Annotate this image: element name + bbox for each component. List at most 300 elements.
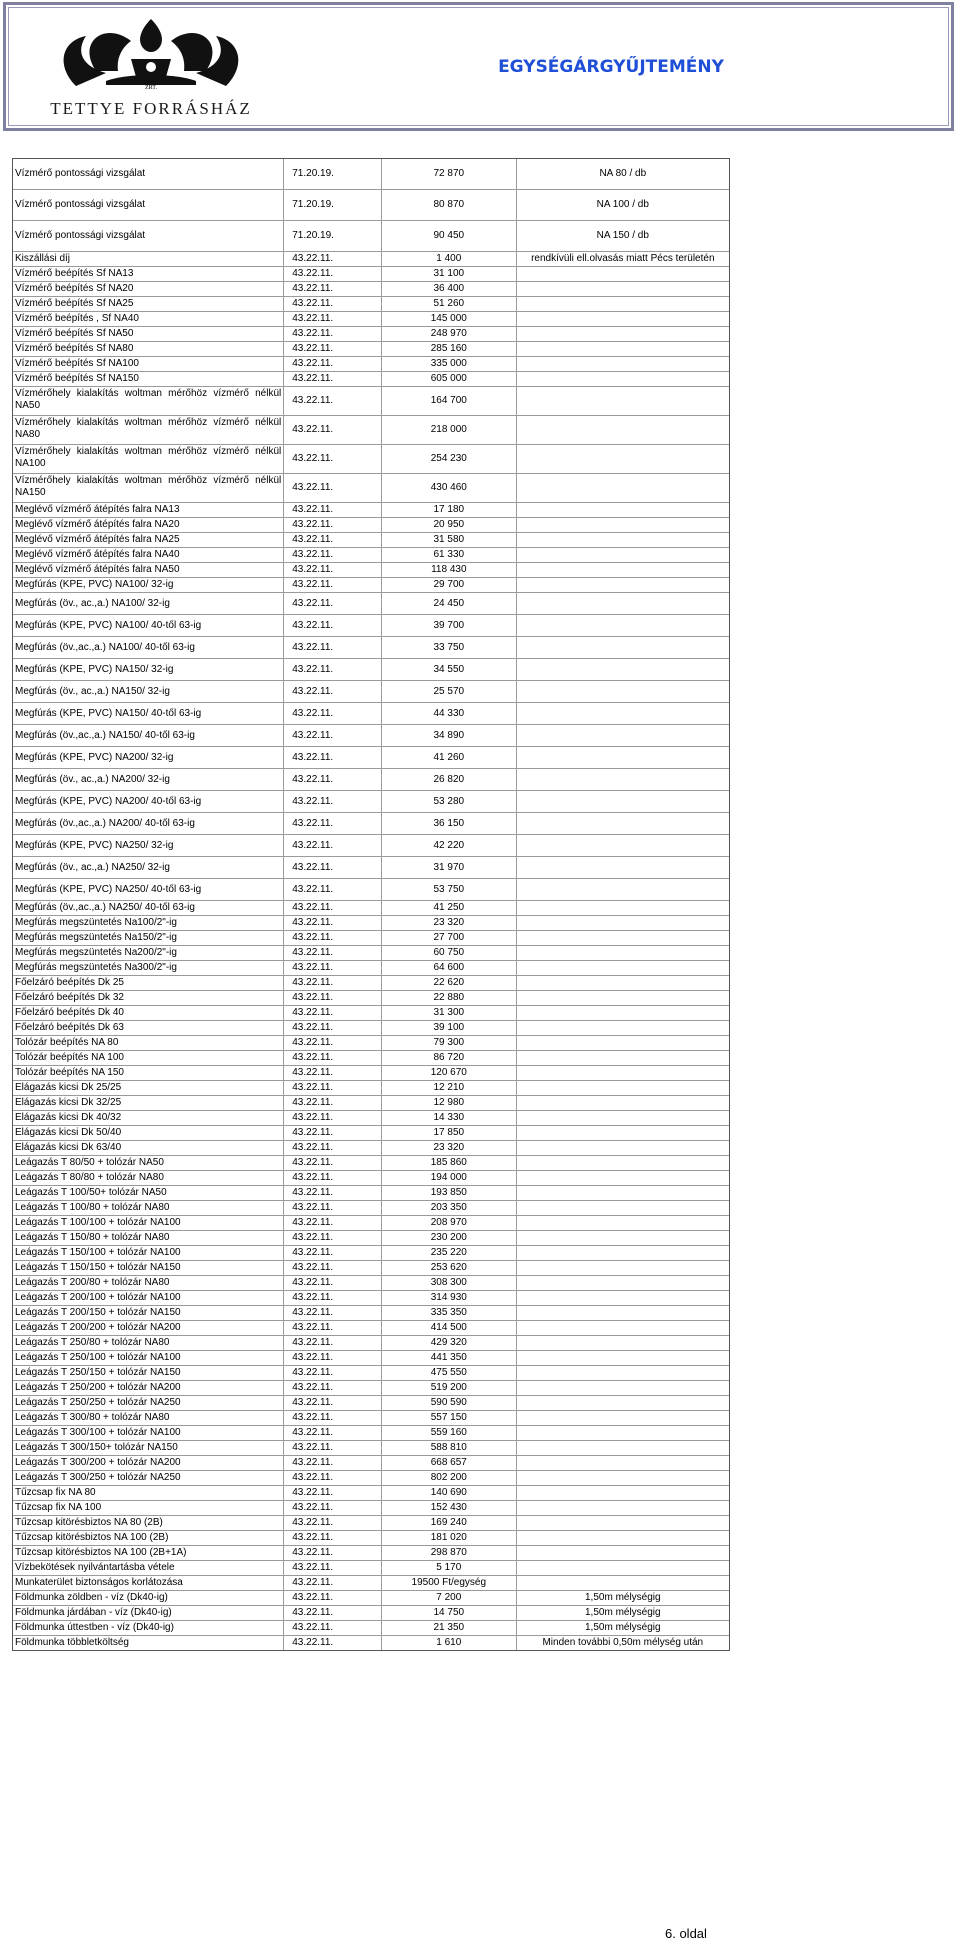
item-price-cell: 145 000 [382, 312, 517, 326]
item-code-cell: 43.22.11. [284, 931, 382, 945]
item-code-cell: 43.22.11. [284, 901, 382, 915]
item-price-cell: 208 970 [382, 1216, 517, 1230]
item-price-cell: 61 330 [382, 548, 517, 562]
item-unit-cell [517, 312, 729, 326]
item-unit-cell: 1,50m mélységig [585, 1622, 661, 1633]
item-price-cell: 12 980 [382, 1096, 517, 1110]
table-row [13, 1096, 729, 1111]
item-unit-cell [517, 533, 729, 547]
table-row [13, 961, 729, 976]
item-name-cell: Leágazás T 200/150 + tolózár NA150 [13, 1306, 284, 1320]
item-unit-cell [517, 681, 729, 702]
item-name-cell: Megfúrás (öv.,ac.,a.) NA200/ 40-től 63-ig [13, 813, 284, 834]
item-price-cell: 414 500 [382, 1321, 517, 1335]
table-row [13, 813, 729, 835]
item-name-cell: Vízmérőhely kialakítás woltman mérőhöz vízmérő nélkül NA50 [13, 387, 284, 415]
item-code-cell: 43.22.11. [284, 1531, 382, 1545]
item-unit-cell [517, 282, 729, 296]
item-price-cell: 253 620 [382, 1261, 517, 1275]
table-row [13, 1336, 729, 1351]
item-unit-cell: NA 150 / db [596, 230, 649, 241]
table-row [13, 548, 729, 563]
item-code-cell: 43.22.11. [284, 747, 382, 768]
item-name-cell: Vízmérő beépítés Sf NA100 [13, 357, 284, 371]
table-row [13, 747, 729, 769]
item-unit-cell: Minden további 0,50m mélység után [542, 1637, 704, 1648]
item-price-cell: 51 260 [382, 297, 517, 311]
item-price-cell: 25 570 [382, 681, 517, 702]
item-name-cell: Megfúrás (öv., ac.,a.) NA250/ 32-ig [13, 857, 284, 878]
item-name-cell: Vízmérőhely kialakítás woltman mérőhöz vízmérő nélkül NA80 [13, 416, 284, 444]
item-price-cell: 14 750 [382, 1606, 517, 1620]
item-unit-cell [517, 387, 729, 415]
table-row [13, 357, 729, 372]
item-name-cell: Megfúrás megszüntetés Na150/2"-ig [13, 931, 284, 945]
item-name-cell: Vízbekötések nyilvántartásba vétele [13, 1561, 284, 1575]
item-unit-cell [517, 1081, 729, 1095]
item-name-cell: Leágazás T 80/50 + tolózár NA50 [13, 1156, 284, 1170]
item-code-cell: 43.22.11. [284, 563, 382, 577]
table-row [13, 1366, 729, 1381]
item-name-cell: Vízmérőhely kialakítás woltman mérőhöz vízmérő nélkül NA100 [13, 445, 284, 473]
item-name-cell: Elágazás kicsi Dk 50/40 [13, 1126, 284, 1140]
item-code-cell: 43.22.11. [284, 1336, 382, 1350]
item-code-cell: 43.22.11. [284, 357, 382, 371]
item-code-cell: 71.20.19. [284, 190, 382, 220]
item-code-cell: 43.22.11. [284, 1201, 382, 1215]
logo-small-text: ZRT. [144, 85, 158, 91]
item-name-cell: Elágazás kicsi Dk 32/25 [13, 1096, 284, 1110]
item-code-cell: 43.22.11. [284, 1171, 382, 1185]
item-price-cell: 519 200 [382, 1381, 517, 1395]
item-price-cell: 24 450 [382, 593, 517, 614]
table-row [13, 1156, 729, 1171]
item-name-cell: Főelzáró beépítés Dk 32 [13, 991, 284, 1005]
item-unit-cell [517, 1561, 729, 1575]
item-name-cell: Leágazás T 200/200 + tolózár NA200 [13, 1321, 284, 1335]
item-price-cell: 218 000 [382, 416, 517, 444]
item-code-cell: 71.20.19. [284, 159, 382, 189]
item-code-cell: 43.22.11. [284, 297, 382, 311]
item-code-cell: 43.22.11. [284, 1156, 382, 1170]
item-name-cell: Leágazás T 100/80 + tolózár NA80 [13, 1201, 284, 1215]
item-name-cell: Földmunka többletköltség [13, 1636, 284, 1650]
table-row [13, 681, 729, 703]
item-name-cell: Leágazás T 150/150 + tolózár NA150 [13, 1261, 284, 1275]
item-name-cell: Főelzáró beépítés Dk 40 [13, 1006, 284, 1020]
item-code-cell: 43.22.11. [284, 769, 382, 790]
item-code-cell: 43.22.11. [284, 1246, 382, 1260]
item-name-cell: Leágazás T 300/150+ tolózár NA150 [13, 1441, 284, 1455]
item-name-cell: Leágazás T 250/200 + tolózár NA200 [13, 1381, 284, 1395]
item-code-cell: 43.22.11. [284, 445, 382, 473]
table-row [13, 533, 729, 548]
table-row [13, 1231, 729, 1246]
item-unit-cell [517, 1336, 729, 1350]
table-row [13, 593, 729, 615]
item-code-cell: 43.22.11. [284, 593, 382, 614]
table-row [13, 615, 729, 637]
table-row [13, 1396, 729, 1411]
item-code-cell: 43.22.11. [284, 518, 382, 532]
item-price-cell: 41 250 [382, 901, 517, 915]
item-name-cell: Vízmérő pontossági vizsgálat [13, 190, 284, 220]
table-row [13, 221, 729, 252]
item-unit-cell [517, 1141, 729, 1155]
table-row [13, 1561, 729, 1576]
table-row [13, 190, 729, 221]
item-unit-cell [517, 503, 729, 517]
item-code-cell: 43.22.11. [284, 1471, 382, 1485]
company-logo [36, 11, 266, 123]
item-unit-cell [517, 1321, 729, 1335]
item-name-cell: Leágazás T 200/80 + tolózár NA80 [13, 1276, 284, 1290]
table-row [13, 1186, 729, 1201]
table-row [13, 297, 729, 312]
item-name-cell: Tolózár beépítés NA 100 [13, 1051, 284, 1065]
item-price-cell: 29 700 [382, 578, 517, 592]
table-row [13, 916, 729, 931]
table-row [13, 1126, 729, 1141]
item-unit-cell [517, 1531, 729, 1545]
table-row [13, 1021, 729, 1036]
item-price-cell: 21 350 [382, 1621, 517, 1635]
item-code-cell: 43.22.11. [284, 1561, 382, 1575]
item-unit-cell [517, 1186, 729, 1200]
item-name-cell: Vízmérő pontossági vizsgálat [13, 159, 284, 189]
item-name-cell: Vízmérőhely kialakítás woltman mérőhöz vízmérő nélkül NA150 [13, 474, 284, 502]
item-price-cell: 588 810 [382, 1441, 517, 1455]
item-price-cell: 39 700 [382, 615, 517, 636]
item-unit-cell [517, 1411, 729, 1425]
item-unit-cell [517, 1501, 729, 1515]
table-row [13, 1576, 729, 1591]
item-name-cell: Meglévő vízmérő átépítés falra NA25 [13, 533, 284, 547]
item-code-cell: 43.22.11. [284, 474, 382, 502]
item-code-cell: 43.22.11. [284, 637, 382, 658]
item-unit-cell [517, 857, 729, 878]
item-price-cell: 298 870 [382, 1546, 517, 1560]
item-name-cell: Leágazás T 100/50+ tolózár NA50 [13, 1186, 284, 1200]
table-row [13, 252, 729, 267]
item-code-cell: 43.22.11. [284, 916, 382, 930]
item-unit-cell [517, 548, 729, 562]
table-row [13, 1171, 729, 1186]
item-code-cell: 43.22.11. [284, 681, 382, 702]
item-price-cell: 441 350 [382, 1351, 517, 1365]
item-unit-cell [517, 1261, 729, 1275]
item-unit-cell [517, 1036, 729, 1050]
item-price-cell: 164 700 [382, 387, 517, 415]
item-name-cell: Megfúrás (KPE, PVC) NA150/ 32-ig [13, 659, 284, 680]
item-name-cell: Megfúrás (KPE, PVC) NA100/ 40-től 63-ig [13, 615, 284, 636]
table-row [13, 342, 729, 357]
item-unit-cell [517, 637, 729, 658]
item-name-cell: Megfúrás (KPE, PVC) NA100/ 32-ig [13, 578, 284, 592]
item-name-cell: Megfúrás (öv., ac.,a.) NA100/ 32-ig [13, 593, 284, 614]
item-unit-cell [517, 1441, 729, 1455]
item-unit-cell [517, 1351, 729, 1365]
table-row [13, 1636, 729, 1650]
item-unit-cell [517, 1156, 729, 1170]
item-name-cell: Elágazás kicsi Dk 25/25 [13, 1081, 284, 1095]
item-unit-cell [517, 879, 729, 900]
item-name-cell: Kiszállási díj [13, 252, 284, 266]
table-row [13, 1111, 729, 1126]
table-row [13, 372, 729, 387]
item-price-cell: 64 600 [382, 961, 517, 975]
item-name-cell: Földmunka járdában - víz (Dk40-ig) [13, 1606, 284, 1620]
item-code-cell: 43.22.11. [284, 1216, 382, 1230]
table-row [13, 703, 729, 725]
table-row [13, 1426, 729, 1441]
item-name-cell: Tűzcsap fix NA 100 [13, 1501, 284, 1515]
item-code-cell: 43.22.11. [284, 1036, 382, 1050]
item-unit-cell [517, 1201, 729, 1215]
item-unit-cell [517, 563, 729, 577]
item-code-cell: 43.22.11. [284, 312, 382, 326]
table-row [13, 857, 729, 879]
table-row [13, 159, 729, 190]
item-name-cell: Meglévő vízmérő átépítés falra NA13 [13, 503, 284, 517]
logo-text: TETTYE FORRÁSHÁZ [50, 99, 252, 118]
item-unit-cell: NA 100 / db [596, 199, 649, 210]
item-price-cell: 7 200 [382, 1591, 517, 1605]
item-name-cell: Leágazás T 150/80 + tolózár NA80 [13, 1231, 284, 1245]
item-unit-cell [517, 1021, 729, 1035]
item-price-cell: 169 240 [382, 1516, 517, 1530]
item-code-cell: 43.22.11. [284, 1546, 382, 1560]
item-unit-cell [517, 297, 729, 311]
table-row [13, 1051, 729, 1066]
item-price-cell: 79 300 [382, 1036, 517, 1050]
table-row [13, 1276, 729, 1291]
item-unit-cell [517, 578, 729, 592]
item-name-cell: Megfúrás (KPE, PVC) NA250/ 40-től 63-ig [13, 879, 284, 900]
item-price-cell: 90 450 [382, 221, 517, 251]
table-row [13, 1306, 729, 1321]
item-unit-cell [517, 615, 729, 636]
item-price-cell: 60 750 [382, 946, 517, 960]
item-price-cell: 1 400 [382, 252, 517, 266]
item-unit-cell: rendkívüli ell.olvasás miatt Pécs területén [531, 253, 715, 264]
table-row [13, 946, 729, 961]
item-price-cell: 203 350 [382, 1201, 517, 1215]
table-row [13, 791, 729, 813]
item-price-cell: 559 160 [382, 1426, 517, 1440]
item-code-cell: 43.22.11. [284, 1276, 382, 1290]
item-code-cell: 43.22.11. [284, 252, 382, 266]
item-code-cell: 43.22.11. [284, 791, 382, 812]
item-name-cell: Tolózár beépítés NA 150 [13, 1066, 284, 1080]
table-row [13, 835, 729, 857]
item-price-cell: 475 550 [382, 1366, 517, 1380]
item-name-cell: Leágazás T 100/100 + tolózár NA100 [13, 1216, 284, 1230]
item-code-cell: 43.22.11. [284, 1081, 382, 1095]
item-name-cell: Leágazás T 250/150 + tolózár NA150 [13, 1366, 284, 1380]
item-price-cell: 590 590 [382, 1396, 517, 1410]
item-name-cell: Leágazás T 300/200 + tolózár NA200 [13, 1456, 284, 1470]
item-unit-cell [517, 1066, 729, 1080]
table-row [13, 387, 729, 416]
item-code-cell: 43.22.11. [284, 857, 382, 878]
table-row [13, 474, 729, 503]
item-price-cell: 140 690 [382, 1486, 517, 1500]
table-row [13, 1261, 729, 1276]
item-code-cell: 43.22.11. [284, 372, 382, 386]
item-unit-cell [517, 1231, 729, 1245]
item-code-cell: 43.22.11. [284, 1381, 382, 1395]
item-name-cell: Leágazás T 300/80 + tolózár NA80 [13, 1411, 284, 1425]
item-unit-cell [517, 769, 729, 790]
item-name-cell: Leágazás T 300/250 + tolózár NA250 [13, 1471, 284, 1485]
item-unit-cell [517, 813, 729, 834]
item-price-cell: 335 350 [382, 1306, 517, 1320]
item-name-cell: Megfúrás megszüntetés Na200/2"-ig [13, 946, 284, 960]
item-unit-cell [517, 474, 729, 502]
item-unit-cell [517, 659, 729, 680]
item-name-cell: Vízmérő beépítés Sf NA80 [13, 342, 284, 356]
item-name-cell: Főelzáró beépítés Dk 25 [13, 976, 284, 990]
item-name-cell: Megfúrás megszüntetés Na100/2"-ig [13, 916, 284, 930]
table-row [13, 1036, 729, 1051]
item-name-cell: Leágazás T 250/250 + tolózár NA250 [13, 1396, 284, 1410]
item-code-cell: 43.22.11. [284, 533, 382, 547]
table-row [13, 1516, 729, 1531]
item-unit-cell [517, 1576, 729, 1590]
item-code-cell: 43.22.11. [284, 1096, 382, 1110]
item-name-cell: Leágazás T 80/80 + tolózár NA80 [13, 1171, 284, 1185]
item-code-cell: 71.20.19. [284, 221, 382, 251]
document-title: EGYSÉGÁRGYŰJTEMÉNY [498, 57, 724, 77]
item-code-cell: 43.22.11. [284, 1111, 382, 1125]
item-unit-cell [517, 976, 729, 990]
item-code-cell: 43.22.11. [284, 991, 382, 1005]
item-price-cell: 23 320 [382, 916, 517, 930]
item-price-cell: 230 200 [382, 1231, 517, 1245]
item-code-cell: 43.22.11. [284, 879, 382, 900]
item-name-cell: Meglévő vízmérő átépítés falra NA40 [13, 548, 284, 562]
item-price-cell: 1 610 [382, 1636, 517, 1650]
table-row [13, 976, 729, 991]
item-unit-cell [517, 1486, 729, 1500]
item-code-cell: 43.22.11. [284, 659, 382, 680]
item-name-cell: Vízmérő beépítés , Sf NA40 [13, 312, 284, 326]
item-code-cell: 43.22.11. [284, 1486, 382, 1500]
item-price-cell: 235 220 [382, 1246, 517, 1260]
table-row [13, 1531, 729, 1546]
item-name-cell: Elágazás kicsi Dk 40/32 [13, 1111, 284, 1125]
item-code-cell: 43.22.11. [284, 615, 382, 636]
item-code-cell: 43.22.11. [284, 1066, 382, 1080]
item-price-cell: 36 400 [382, 282, 517, 296]
item-price-cell: 12 210 [382, 1081, 517, 1095]
table-row [13, 1501, 729, 1516]
item-code-cell: 43.22.11. [284, 548, 382, 562]
table-row [13, 518, 729, 533]
item-unit-cell [517, 1051, 729, 1065]
item-unit-cell [517, 267, 729, 281]
item-code-cell: 43.22.11. [284, 1396, 382, 1410]
table-row [13, 312, 729, 327]
item-name-cell: Megfúrás (KPE, PVC) NA250/ 32-ig [13, 835, 284, 856]
item-code-cell: 43.22.11. [284, 416, 382, 444]
item-name-cell: Meglévő vízmérő átépítés falra NA20 [13, 518, 284, 532]
item-unit-cell [517, 835, 729, 856]
item-name-cell: Leágazás T 150/100 + tolózár NA100 [13, 1246, 284, 1260]
item-code-cell: 43.22.11. [284, 1636, 382, 1650]
item-unit-cell [517, 1096, 729, 1110]
item-name-cell: Vízmérő beépítés Sf NA20 [13, 282, 284, 296]
item-code-cell: 43.22.11. [284, 1426, 382, 1440]
table-row [13, 282, 729, 297]
table-row [13, 931, 729, 946]
table-row [13, 769, 729, 791]
item-name-cell: Főelzáró beépítés Dk 63 [13, 1021, 284, 1035]
item-unit-cell [517, 1126, 729, 1140]
item-unit-cell [517, 1546, 729, 1560]
table-row [13, 1081, 729, 1096]
item-unit-cell [517, 327, 729, 341]
item-unit-cell [517, 1366, 729, 1380]
item-name-cell: Vízmérő beépítés Sf NA25 [13, 297, 284, 311]
item-price-cell: 430 460 [382, 474, 517, 502]
item-name-cell: Megfúrás (öv.,ac.,a.) NA250/ 40-től 63-ig [13, 901, 284, 915]
item-price-cell: 194 000 [382, 1171, 517, 1185]
item-price-cell: 17 850 [382, 1126, 517, 1140]
item-code-cell: 43.22.11. [284, 1126, 382, 1140]
item-code-cell: 43.22.11. [284, 1606, 382, 1620]
item-name-cell: Földmunka zöldben - víz (Dk40-ig) [13, 1591, 284, 1605]
item-unit-cell [517, 372, 729, 386]
item-price-cell: 31 580 [382, 533, 517, 547]
item-price-cell: 27 700 [382, 931, 517, 945]
item-unit-cell [517, 445, 729, 473]
item-unit-cell [517, 518, 729, 532]
table-row [13, 1216, 729, 1231]
item-code-cell: 43.22.11. [284, 1051, 382, 1065]
table-row [13, 637, 729, 659]
item-price-cell: 31 100 [382, 267, 517, 281]
item-name-cell: Megfúrás (KPE, PVC) NA200/ 32-ig [13, 747, 284, 768]
item-code-cell: 43.22.11. [284, 387, 382, 415]
item-price-cell: 120 670 [382, 1066, 517, 1080]
item-code-cell: 43.22.11. [284, 725, 382, 746]
item-unit-cell [517, 357, 729, 371]
item-name-cell: Vízmérő beépítés Sf NA150 [13, 372, 284, 386]
item-unit-cell [517, 1006, 729, 1020]
table-row [13, 445, 729, 474]
item-unit-cell [517, 1246, 729, 1260]
item-unit-cell [517, 1291, 729, 1305]
table-row [13, 1351, 729, 1366]
item-price-cell: 248 970 [382, 327, 517, 341]
item-price-cell: 308 300 [382, 1276, 517, 1290]
item-unit-cell [517, 416, 729, 444]
item-unit-cell [517, 1111, 729, 1125]
table-row [13, 1591, 729, 1606]
item-name-cell: Elágazás kicsi Dk 63/40 [13, 1141, 284, 1155]
table-row [13, 578, 729, 593]
table-row [13, 1141, 729, 1156]
item-price-cell: 314 930 [382, 1291, 517, 1305]
table-row [13, 991, 729, 1006]
item-price-cell: 557 150 [382, 1411, 517, 1425]
item-unit-cell [517, 1276, 729, 1290]
item-price-cell: 39 100 [382, 1021, 517, 1035]
item-price-cell: 26 820 [382, 769, 517, 790]
table-row [13, 503, 729, 518]
